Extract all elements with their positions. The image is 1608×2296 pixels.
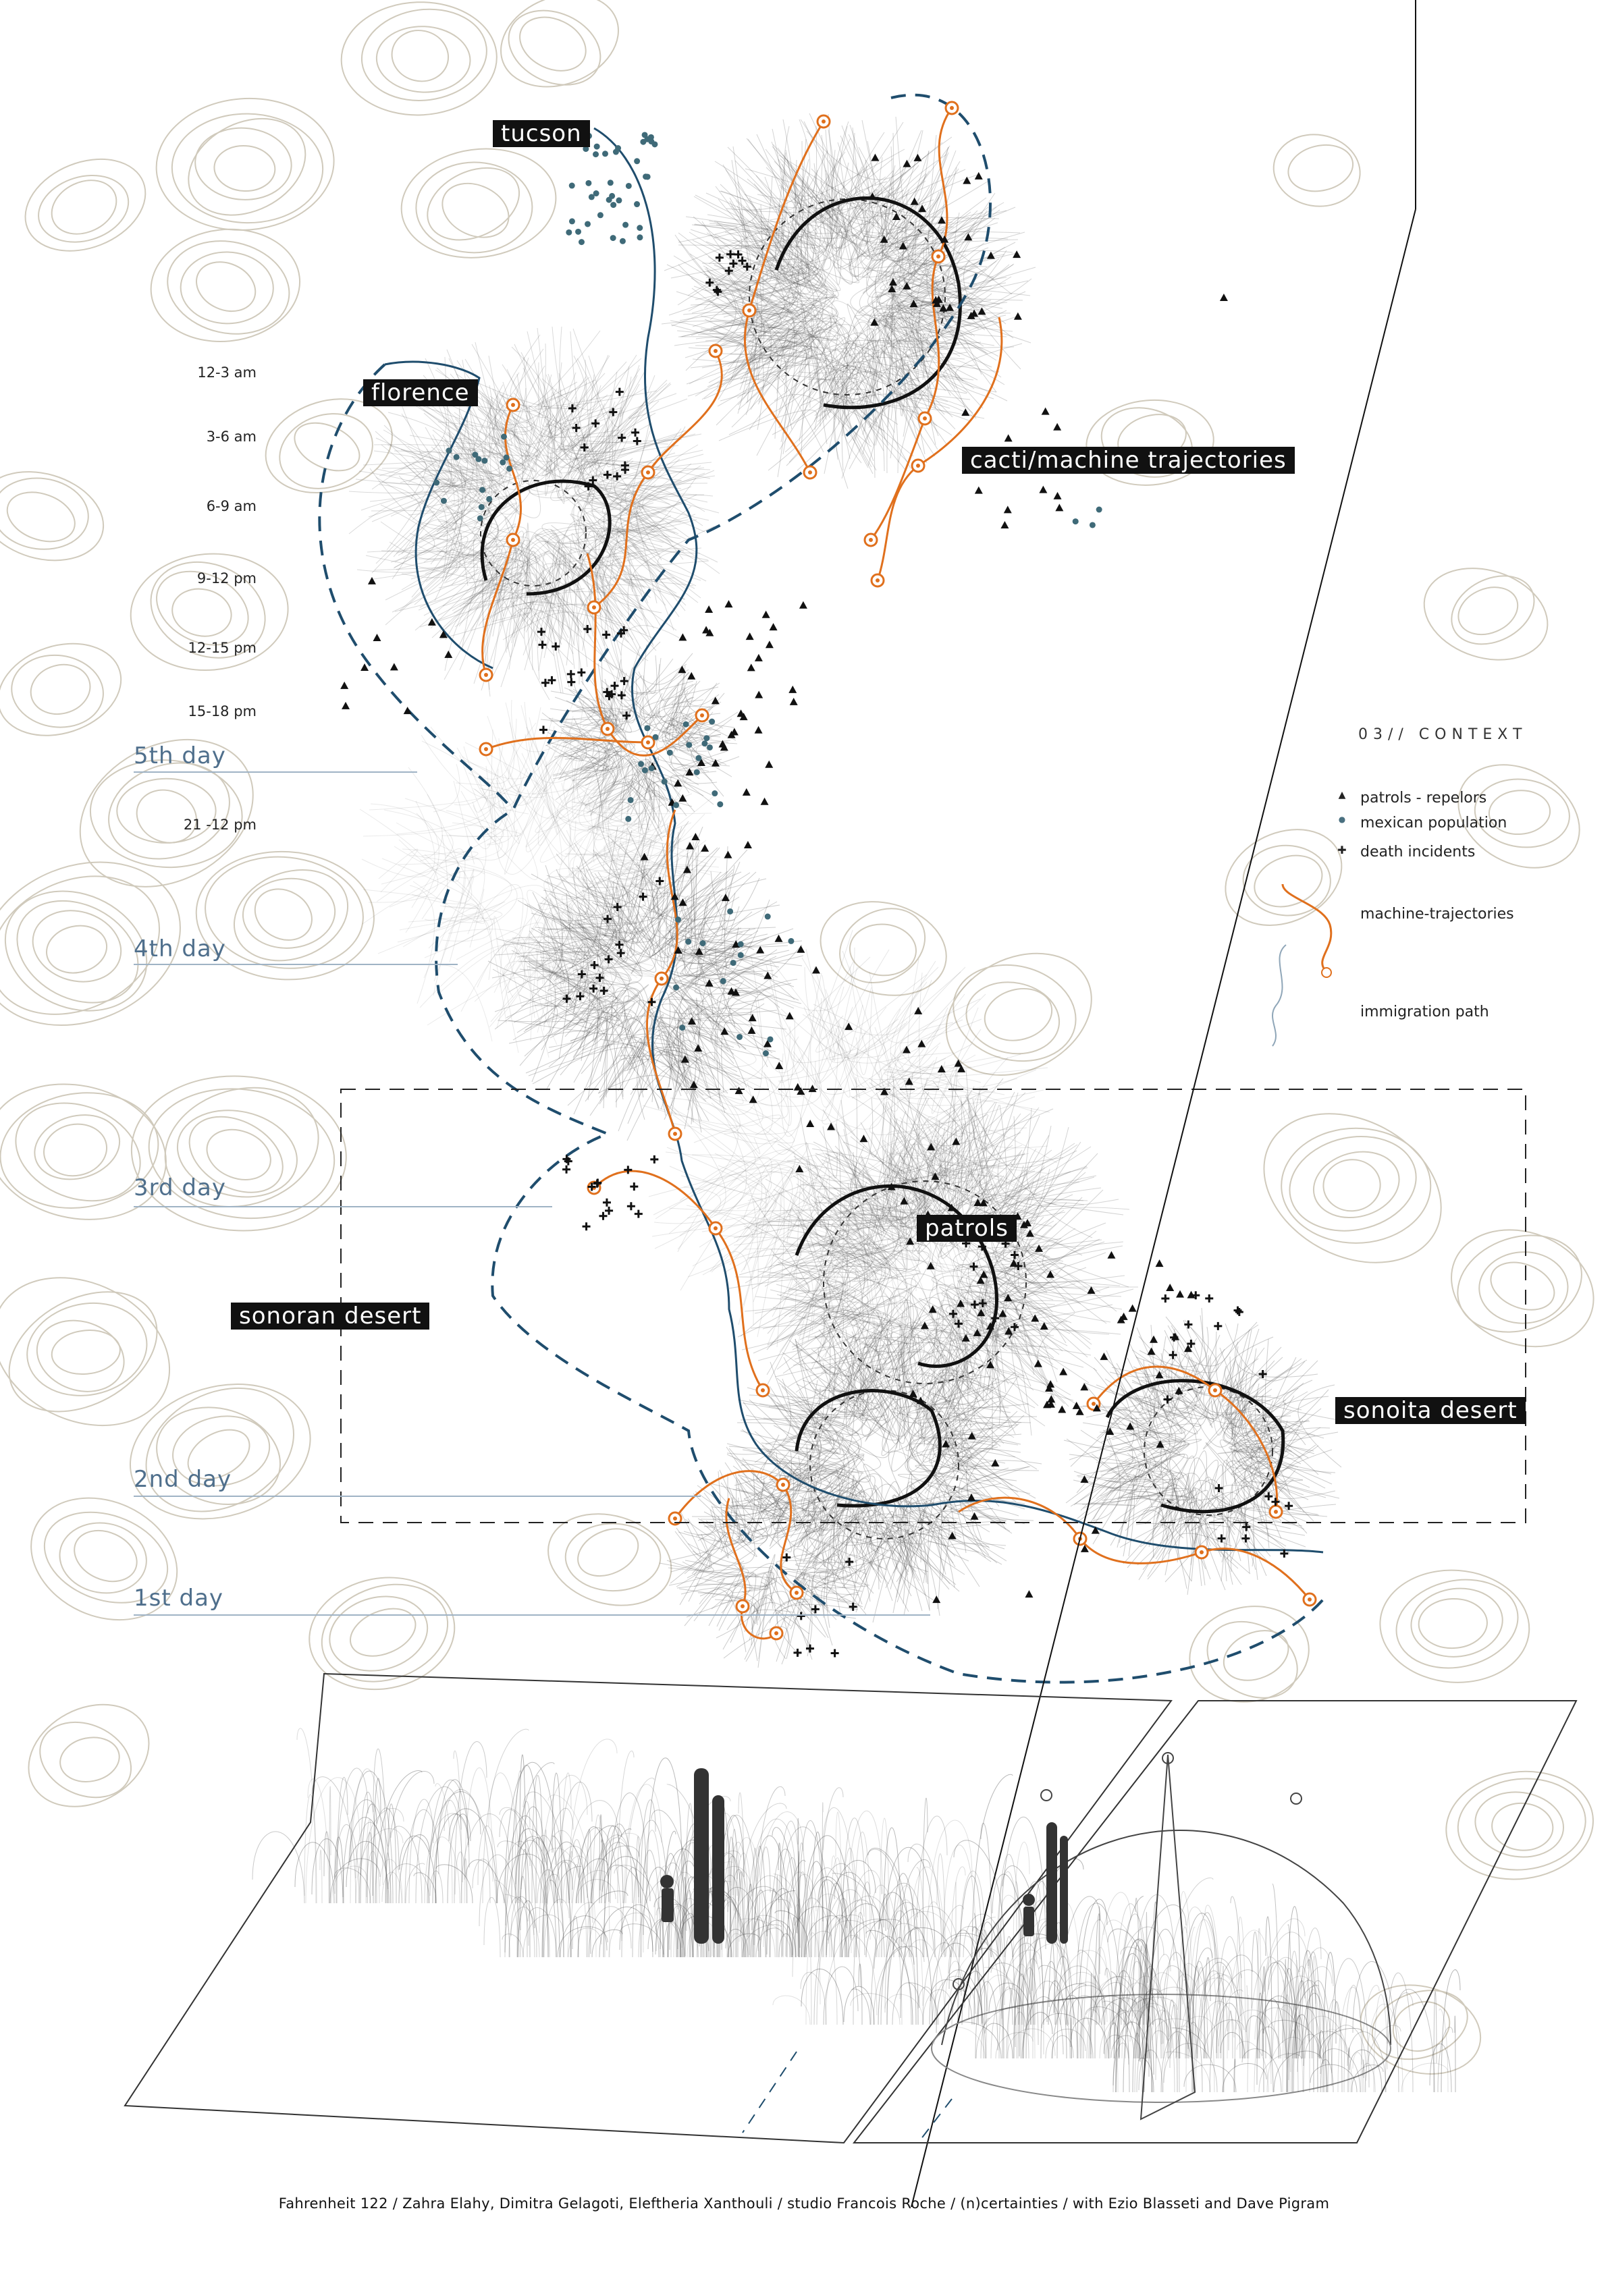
legend-label: machine-trajectories (1360, 906, 1514, 923)
time-label: 9-12 pm (196, 570, 257, 586)
label-sonoran-desert: sonoran desert (231, 1303, 429, 1330)
time-label: 12-15 pm (188, 640, 257, 656)
legend-immigration-path (1360, 1004, 1489, 1020)
credits-footer: Fahrenheit 122 / Zahra Elahy, Dimitra Gelagoti, Eleftheria Xanthouli / studio Francois Roche / (n)certainties / with Ezio Blasseti and Dave Pigram (278, 2195, 1330, 2212)
day-label: 3rd day (134, 1174, 226, 1201)
section-cut-lines (911, 0, 1416, 2207)
time-label: 15-18 pm (188, 703, 257, 719)
context-title: 03// CONTEXT (1358, 726, 1528, 743)
cacti-trajectory-fields (349, 113, 1341, 1668)
dot-icon: ● (1338, 815, 1346, 824)
triangle-icon: ▲ (1338, 790, 1346, 800)
legend-machine-trajectories (1360, 906, 1514, 923)
legend-label: death incidents (1360, 844, 1476, 860)
label-cacti-trajectories: cacti/machine trajectories (962, 447, 1295, 474)
time-label: 3-6 am (206, 429, 257, 445)
day-label: 4th day (134, 935, 226, 962)
perspective-hair (252, 1728, 1460, 2092)
legend-patrols (1338, 790, 1487, 807)
label-florence: florence (363, 379, 478, 406)
day-label: 1st day (134, 1585, 224, 1612)
time-label: 21 -12 pm (183, 817, 257, 833)
legend-label: mexican population (1360, 815, 1507, 831)
day-rule (134, 1206, 552, 1207)
time-label: 12-3 am (197, 364, 257, 381)
legend-population (1338, 815, 1507, 831)
legend-label: immigration path (1360, 1004, 1489, 1020)
day-label: 2nd day (134, 1466, 232, 1493)
legend-symbols (1272, 884, 1331, 1046)
day-rule (134, 964, 458, 965)
day-rule (134, 1614, 930, 1616)
legend-deaths (1337, 844, 1476, 860)
cross-icon: ✚ (1337, 844, 1347, 856)
label-sonoita-desert: sonoita desert (1335, 1397, 1526, 1424)
time-label: 6-9 am (206, 498, 257, 514)
label-patrols: patrols (917, 1215, 1017, 1242)
day-label: 5th day (134, 742, 226, 769)
day-rule (134, 1496, 701, 1497)
day-rule (134, 771, 417, 773)
legend-label: patrols - repelors (1360, 790, 1487, 807)
label-tucson: tucson (493, 120, 590, 147)
